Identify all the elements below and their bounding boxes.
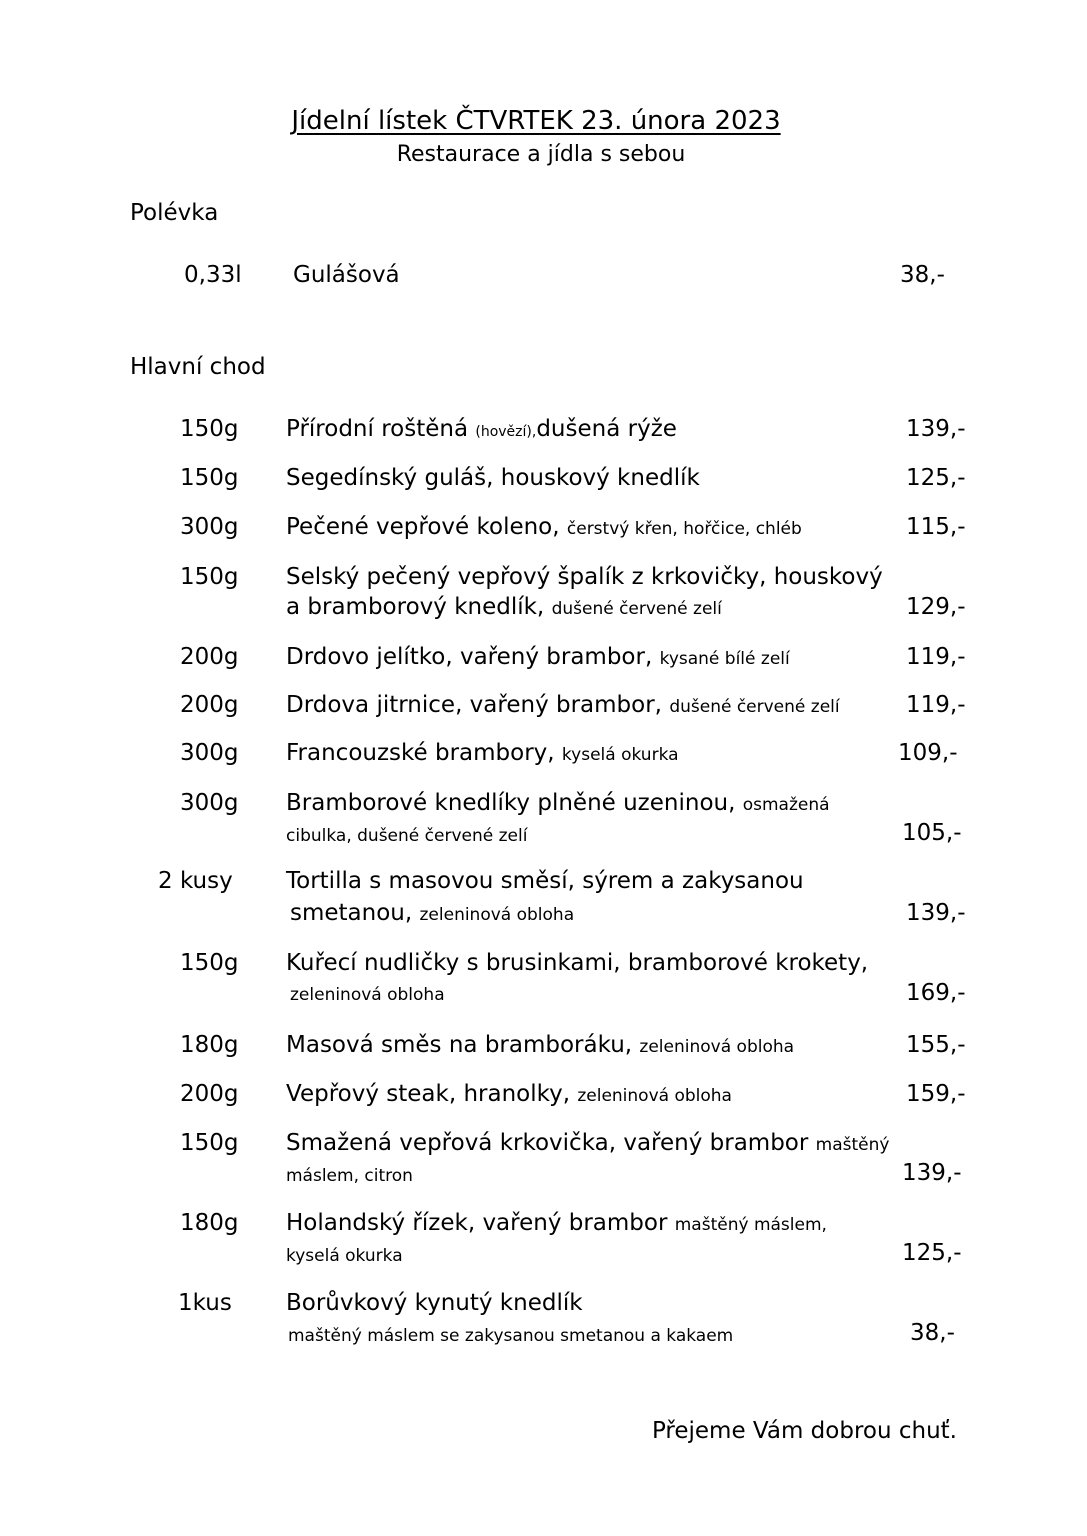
item-note: (hovězí),	[475, 424, 537, 440]
item-name-text: Smažená vepřová krkovička, vařený brambor	[286, 1130, 809, 1156]
item-quantity: 0,33l	[184, 262, 242, 288]
item-name	[286, 740, 679, 766]
item-quantity: 300g	[180, 790, 239, 816]
item-name-text: Pečené vepřové koleno,	[286, 514, 560, 540]
item-name-text-2: dušená rýže	[536, 416, 677, 442]
section-heading-main: Hlavní chod	[130, 354, 266, 380]
section-heading-soup: Polévka	[130, 200, 219, 226]
item-price: 129,-	[906, 594, 966, 620]
closing-greeting: Přejeme Vám dobrou chuť.	[651, 1418, 957, 1444]
item-side: maštěný máslem,	[674, 1215, 827, 1235]
item-quantity: 200g	[180, 644, 239, 670]
item-description: kyselá okurka	[286, 1246, 403, 1266]
item-name	[286, 1032, 794, 1058]
item-description: máslem, citron	[286, 1166, 413, 1186]
item-side: zeleninová obloha	[577, 1086, 732, 1106]
item-name-line2	[286, 594, 722, 620]
item-side: zeleninová obloha	[419, 905, 575, 925]
item-name	[286, 692, 840, 718]
item-name: Borůvkový kynutý knedlík	[286, 1290, 583, 1316]
item-name	[286, 1210, 827, 1236]
item-name: Segedínský guláš, houskový knedlík	[286, 465, 700, 491]
item-name	[286, 1081, 732, 1107]
item-quantity: 150g	[180, 564, 239, 590]
item-name-text: Masová směs na bramboráku,	[286, 1032, 633, 1058]
item-name: Tortilla s masovou směsí, sýrem a zakysanou	[286, 868, 804, 894]
item-name	[286, 514, 802, 540]
item-name-text: Vepřový steak, hranolky,	[286, 1081, 571, 1107]
item-name	[286, 644, 790, 670]
item-name-text: Drdovo jelítko, vařený brambor,	[286, 644, 653, 670]
item-side: dušené červené zelí	[669, 697, 840, 717]
item-quantity: 150g	[180, 416, 239, 442]
item-side: čerstvý křen, hořčice, chléb	[566, 519, 802, 539]
item-name: Kuřecí nudličky s brusinkami, bramborové krokety,	[286, 950, 869, 976]
item-name-text: Přírodní roštěná	[286, 416, 469, 442]
item-quantity: 180g	[180, 1210, 239, 1236]
item-name: Gulášová	[293, 262, 400, 288]
item-price: 38,-	[900, 262, 945, 288]
item-quantity: 150g	[180, 1130, 239, 1156]
item-side: maštěný	[815, 1135, 890, 1155]
item-name	[286, 416, 677, 442]
item-side: osmažená	[742, 795, 830, 815]
item-price: 139,-	[902, 1160, 962, 1186]
item-side: dušené červené zelí	[551, 599, 722, 619]
item-price: 139,-	[906, 416, 966, 442]
item-description: zeleninová obloha	[290, 985, 445, 1005]
item-name-text: Holandský řízek, vařený brambor	[286, 1210, 668, 1236]
item-quantity: 150g	[180, 950, 239, 976]
page-subtitle: Restaurace a jídla s sebou	[396, 142, 686, 167]
item-quantity: 200g	[180, 1081, 239, 1107]
item-quantity: 180g	[180, 1032, 239, 1058]
item-name	[286, 790, 830, 816]
item-quantity: 200g	[180, 692, 239, 718]
item-name-text: smetanou,	[290, 900, 413, 926]
item-description: maštěný máslem se zakysanou smetanou a kakaem	[288, 1326, 734, 1346]
item-price: 139,-	[906, 900, 966, 926]
item-name: Selský pečený vepřový špalík z krkovičky, houskový	[286, 564, 883, 590]
item-name-text: Francouzské brambory,	[286, 740, 555, 766]
item-price: 115,-	[906, 514, 966, 540]
item-quantity: 1kus	[178, 1290, 232, 1316]
item-name	[286, 1130, 889, 1156]
item-name-text: a bramborový knedlík,	[286, 594, 545, 620]
item-price: 105,-	[902, 820, 962, 846]
item-price: 169,-	[906, 980, 966, 1006]
item-price: 125,-	[906, 465, 966, 491]
item-quantity: 150g	[180, 465, 239, 491]
item-price: 125,-	[902, 1240, 962, 1266]
item-side: kyselá okurka	[561, 745, 679, 765]
item-price: 119,-	[906, 644, 966, 670]
item-side: kysané bílé zelí	[659, 649, 790, 669]
item-price: 119,-	[906, 692, 966, 718]
item-side: zeleninová obloha	[639, 1037, 795, 1057]
item-name-line2	[290, 900, 574, 926]
item-price: 109,-	[898, 740, 958, 766]
item-price: 38,-	[910, 1320, 955, 1346]
item-quantity: 2 kusy	[158, 868, 233, 894]
item-price: 155,-	[906, 1032, 966, 1058]
item-description: cibulka, dušené červené zelí	[286, 826, 528, 846]
item-quantity: 300g	[180, 514, 239, 540]
item-name-text: Bramborové knedlíky plněné uzeninou,	[286, 790, 736, 816]
item-price: 159,-	[906, 1081, 966, 1107]
item-name-text: Drdova jitrnice, vařený brambor,	[286, 692, 662, 718]
item-quantity: 300g	[180, 740, 239, 766]
page-title: Jídelní lístek ČTVRTEK 23. února 2023	[291, 106, 781, 136]
